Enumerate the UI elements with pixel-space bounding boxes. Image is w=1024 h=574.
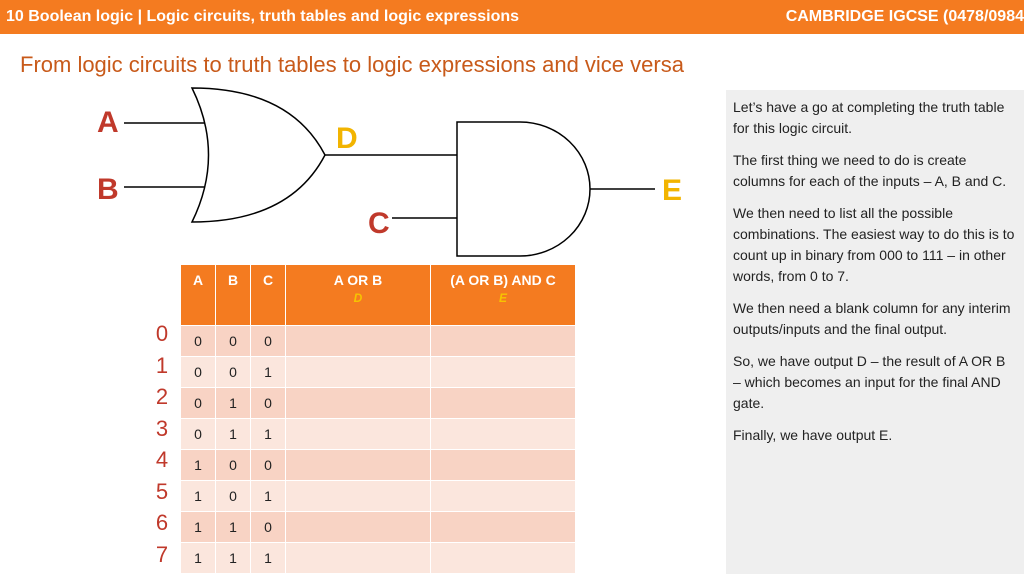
label-c: C [368,207,390,240]
cell-d [286,481,431,512]
explanation-paragraph: Let’s have a go at completing the truth table for this logic circuit. [733,99,1005,136]
explanation-paragraph: We then need a blank column for any interim outputs/inputs and the final output. [733,300,1011,337]
header-e-sub: E [498,291,507,305]
cell-d [286,512,431,543]
table-row [181,543,576,574]
cell-d [286,543,431,574]
and-gate [457,122,590,256]
cell-d [286,419,431,450]
header-course: CAMBRIDGE IGCSE (0478/0984 [785,8,1024,25]
cell-b: 0 [216,326,251,357]
cell-b: 1 [216,388,251,419]
header-c: C [251,265,286,326]
truth-table-header [181,265,576,326]
header-bar [0,0,1024,34]
label-d: D [336,122,358,155]
label-e: E [662,174,683,207]
header-d-sub: D [353,291,363,305]
cell-e [431,481,576,512]
cell-c: 0 [251,512,286,543]
cell-d [286,388,431,419]
row-number: 2 [155,384,169,409]
cell-a: 1 [181,481,216,512]
header-b: B [216,265,251,326]
cell-a: 0 [181,388,216,419]
cell-d [286,326,431,357]
header-e [431,265,576,326]
row-number: 1 [155,352,169,378]
cell-e [431,326,576,357]
cell-d [286,357,431,388]
cell-c: 1 [251,357,286,388]
cell-c: 0 [251,388,286,419]
row-number: 6 [155,510,169,535]
header-d-label: A OR B [333,272,383,288]
truth-table [180,264,576,574]
row-number: 0 [155,321,169,346]
cell-a: 0 [181,419,216,450]
slide-subtitle: From logic circuits to truth tables to logic expressions and vice versa [20,52,684,77]
cell-a: 0 [181,326,216,357]
header-title: 10 Boolean logic | Logic circuits, truth tables and logic expressions [6,8,520,25]
cell-e [431,419,576,450]
table-row [181,512,576,543]
row-number: 7 [155,541,169,567]
row-number: 4 [155,447,169,472]
cell-c: 1 [251,543,286,574]
table-row [181,357,576,388]
label-b: B [97,173,119,206]
cell-e [431,388,576,419]
cell-e [431,357,576,388]
or-gate [192,88,325,222]
logic-circuit-diagram [0,80,720,270]
cell-e [431,512,576,543]
cell-b: 1 [216,419,251,450]
table-row [181,450,576,481]
cell-a: 1 [181,450,216,481]
table-row [181,326,576,357]
explanation-paragraph: We then need to list all the possible combinations. The easiest way to do this is to count up in binary from 000 to 111 – in other words, from 0 to 7. [733,205,1015,284]
cell-c: 1 [251,419,286,450]
explanation-panel [726,90,1024,574]
cell-a: 1 [181,512,216,543]
cell-a: 1 [181,543,216,574]
explanation-paragraph: Finally, we have output E. [733,427,893,443]
cell-c: 0 [251,450,286,481]
cell-b: 0 [216,357,251,388]
header-d [286,265,431,326]
cell-d [286,450,431,481]
cell-c: 0 [251,326,286,357]
explanation-paragraph: So, we have output D – the result of A OR B – which becomes an input for the final AND gate. [733,353,1006,411]
explanation-paragraph: The first thing we need to do is create columns for each of the inputs – A, B and C. [733,152,1007,189]
table-row [181,481,576,512]
cell-e [431,450,576,481]
cell-b: 1 [216,512,251,543]
cell-c: 1 [251,481,286,512]
cell-b: 1 [216,543,251,574]
cell-b: 0 [216,481,251,512]
header-e-label: (A OR B) AND C [450,272,556,288]
label-a: A [97,106,119,139]
header-a: A [181,265,216,326]
row-number: 5 [155,478,169,504]
cell-e [431,543,576,574]
row-number: 3 [155,415,169,441]
table-row [181,388,576,419]
cell-a: 0 [181,357,216,388]
cell-b: 0 [216,450,251,481]
row-numbers [150,318,174,570]
table-row [181,419,576,450]
